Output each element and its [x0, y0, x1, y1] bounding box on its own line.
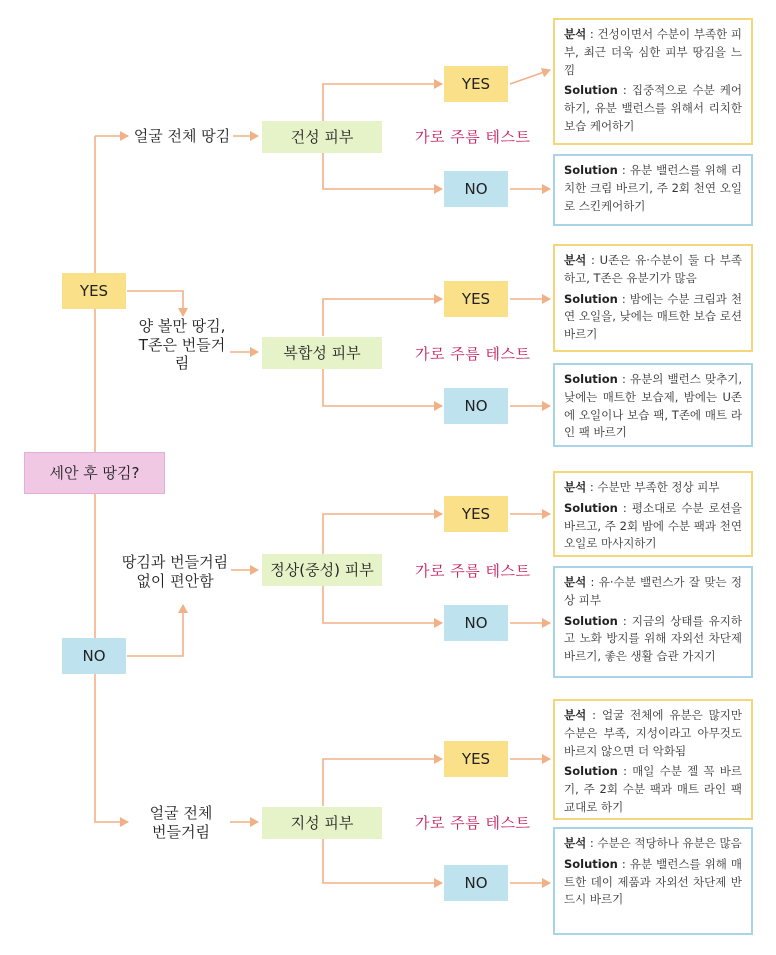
analysis-line: 분석 : 유·수분 밸런스가 잘 맞는 정상 피부	[564, 575, 742, 607]
analysis-line: 분석 : 건성이면서 수분이 부족한 피부, 최근 더욱 심한 피부 땅김을 느낌	[564, 27, 742, 77]
yes-badge-1: YES	[444, 66, 508, 102]
root-no-badge: NO	[62, 638, 126, 674]
result-dry-yes	[553, 18, 753, 145]
solution-line: Solution : 유분의 밸런스 맞추기, 낮에는 매트한 보습제, 밤에는 U존에 오일이나 보습 팩, T존에 매트 라인 팩 바르기	[564, 372, 743, 440]
test-label-1: 가로 주름 테스트	[415, 128, 531, 146]
condition-comfortable: 땅김과 번들거림 없이 편안함	[121, 553, 229, 590]
skin-type-normal: 정상(중성) 피부	[262, 554, 382, 586]
result-dry-no	[553, 154, 753, 226]
no-badge-1: NO	[444, 171, 508, 207]
solution-line: Solution : 지금의 상태를 유지하고 노화 방지를 위해 자외선 차단제 바르기, 좋은 생활 습관 가지기	[564, 613, 743, 664]
analysis-line: 분석 : 수분은 적당하나 유분은 많음	[564, 836, 742, 850]
root-question: 세안 후 땅김?	[24, 452, 165, 494]
root-yes-badge: YES	[62, 273, 126, 309]
result-normal-yes	[553, 471, 753, 557]
analysis-line: 분석 : 얼굴 전체에 유분은 많지만 수분은 부족, 지성이라고 아무것도 바르지 않으면 더 악화됨	[564, 708, 743, 758]
condition-cheeks-tight-tzone-oily: 양 볼만 땅김, T존은 번들거림	[138, 316, 226, 373]
yes-badge-4: YES	[444, 741, 508, 777]
test-label-3: 가로 주름 테스트	[415, 562, 531, 580]
solution-line: Solution : 밤에는 수분 크림과 천연 오일을, 낮에는 매트한 보습 로션 바르기	[564, 291, 742, 342]
skin-type-dry: 건성 피부	[262, 121, 382, 153]
no-badge-2: NO	[444, 388, 508, 424]
solution-line: Solution : 매일 수분 젤 꼭 바르기, 주 2회 수분 팩과 매트 라인 팩 교대로 하기	[564, 764, 742, 815]
result-oily-yes	[553, 699, 753, 820]
yes-badge-2: YES	[444, 281, 508, 317]
solution-line: Solution : 집중적으로 수분 케어하기, 유분 밸런스를 위해서 리치한 보습 케어하기	[564, 83, 743, 134]
skin-type-oily: 지성 피부	[262, 807, 382, 839]
solution-line: Solution : 평소대로 수분 로션을 바르고, 주 2회 밤에 수분 팩과 천연 오일로 마사지하기	[564, 500, 743, 551]
yes-badge-3: YES	[444, 496, 508, 532]
result-combination-yes	[553, 244, 753, 352]
result-combination-no	[553, 363, 753, 447]
no-badge-3: NO	[444, 605, 508, 641]
test-label-4: 가로 주름 테스트	[415, 814, 531, 832]
condition-whole-face-oily: 얼굴 전체 번들거림	[149, 804, 213, 841]
test-label-2: 가로 주름 테스트	[415, 345, 531, 363]
result-normal-no	[553, 566, 753, 678]
solution-line: Solution : 유분 밸런스를 위해 리치한 크림 바르기, 주 2회 천연 오일로 스킨케어하기	[564, 163, 742, 213]
analysis-line: 분석 : U존은 유·수분이 둘 다 부족하고, T존은 유분기가 많음	[564, 253, 742, 285]
result-oily-no	[553, 827, 753, 935]
skin-type-combination: 복합성 피부	[262, 337, 382, 369]
analysis-line: 분석 : 수분만 부족한 정상 피부	[564, 480, 720, 494]
solution-line: Solution : 유분 밸런스를 위해 매트한 데이 제품과 자외선 차단제 반드시 바르기	[564, 856, 742, 907]
condition-whole-face-tight: 얼굴 전체 땅김	[133, 126, 231, 145]
no-badge-4: NO	[444, 865, 508, 901]
